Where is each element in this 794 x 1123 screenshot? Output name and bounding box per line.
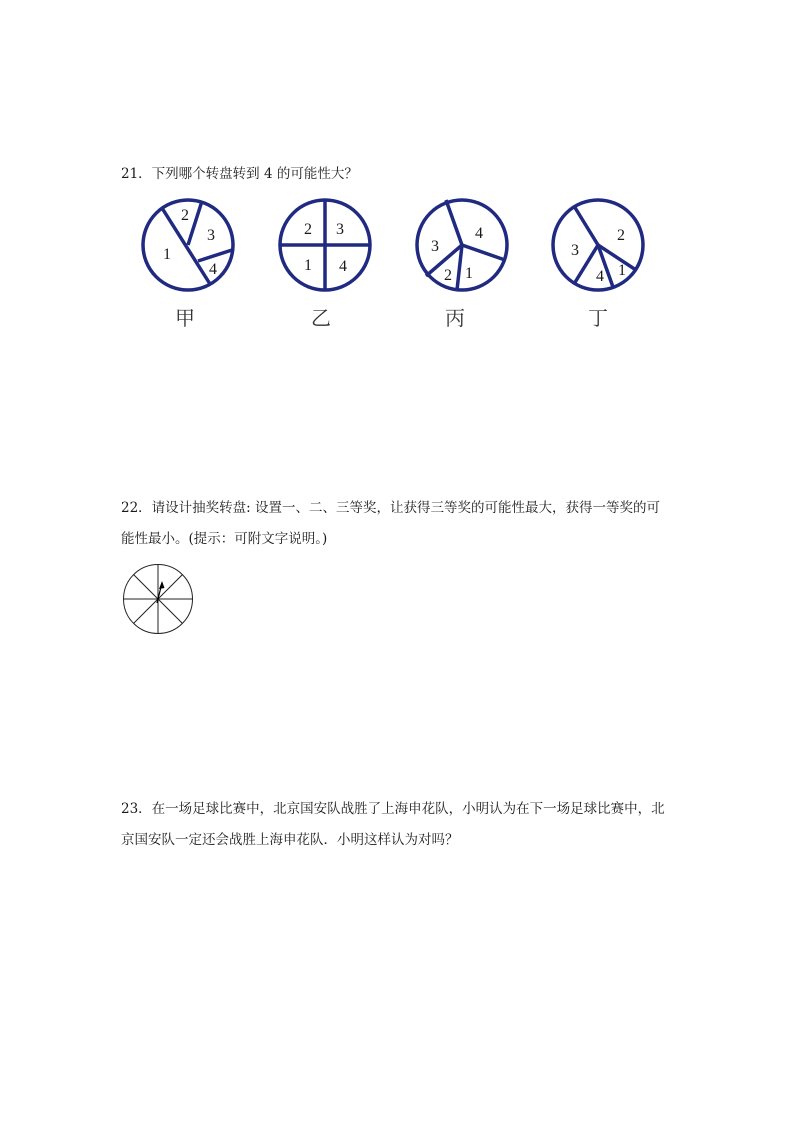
spinner-bing — [414, 198, 510, 292]
wheel-number: 3 — [336, 221, 344, 238]
wheel-number: 2 — [617, 227, 625, 244]
wheel-number: 1 — [304, 257, 312, 274]
wheel-number: 3 — [207, 227, 215, 244]
wheel-number: 4 — [596, 268, 604, 285]
question-22-line1: 22．请设计抽奖转盘: 设置一、二、三等奖，让获得三等奖的可能性最大，获得一等奖的可 — [121, 500, 661, 516]
wheel-number: 2 — [304, 221, 312, 238]
wheel-number: 2 — [181, 207, 189, 224]
wheel-number: 4 — [209, 261, 217, 278]
arrow-icon — [159, 581, 165, 589]
blank-spinner-8-sectors — [122, 563, 194, 635]
question-23-line1: 23．在一场足球比赛中，北京国安队战胜了上海申花队，小明认为在下一场足球比赛中，北 — [121, 801, 665, 817]
spinner-ding — [550, 198, 646, 292]
wheel-number: 1 — [163, 246, 171, 263]
wheel-number: 1 — [465, 265, 473, 282]
wheel-number: 2 — [444, 267, 452, 284]
question-23-line2: 京国安队一定还会战胜上海申花队．小明这样认为对吗？ — [121, 832, 459, 848]
question-21-text: 21．下列哪个转盘转到 4 的可能性大？ — [121, 166, 358, 182]
wheel-label-yi: 乙 — [311, 306, 331, 330]
wheel-number: 3 — [571, 242, 579, 259]
wheel-label-bing: 丙 — [445, 306, 465, 330]
wheel-label-jia: 甲 — [175, 306, 195, 330]
spinner-jia — [140, 198, 236, 292]
spinner-yi — [277, 198, 373, 292]
wheel-number: 4 — [339, 258, 347, 275]
wheel-number: 1 — [618, 262, 626, 279]
wheel-number: 3 — [431, 238, 439, 255]
question-22-line2: 能性最小。(提示：可附文字说明。) — [121, 531, 328, 547]
wheel-number: 4 — [475, 225, 483, 242]
wheel-label-ding: 丁 — [588, 306, 608, 330]
